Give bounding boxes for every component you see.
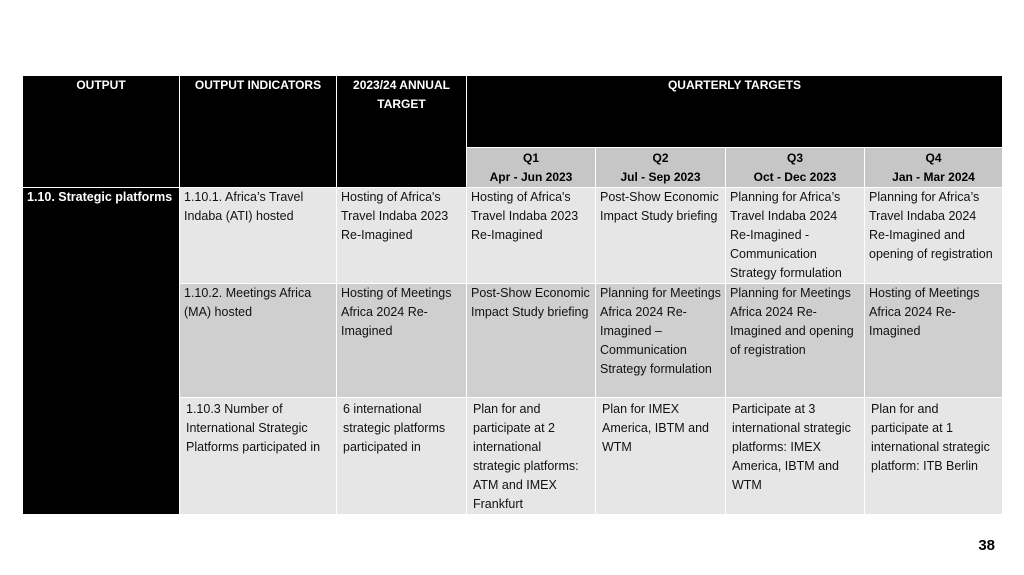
output-label: 1.10. Strategic platforms bbox=[23, 188, 180, 515]
q2-target-cell: Planning for Meetings Africa 2024 Re-Imagined – Communication Strategy formulation bbox=[596, 284, 726, 398]
annual-target-cell: 6 international strategic platforms participated in bbox=[337, 398, 467, 515]
indicator-cell: 1.10.1. Africa’s Travel Indaba (ATI) hosted bbox=[180, 188, 337, 284]
q2-target-cell: Post-Show Economic Impact Study briefing bbox=[596, 188, 726, 284]
annual-target-cell: Hosting of Meetings Africa 2024 Re-Imagined bbox=[337, 284, 467, 398]
quarter-label: Q1 bbox=[522, 151, 539, 165]
quarter-range: Apr - Jun 2023 bbox=[489, 170, 573, 184]
indicator-cell: 1.10.2. Meetings Africa (MA) hosted bbox=[180, 284, 337, 398]
q3-target-cell: Planning for Africa’s Travel Indaba 2024 Re-Imagined - Communication Strategy formulation bbox=[726, 188, 865, 284]
quarter-range: Jan - Mar 2024 bbox=[892, 170, 975, 184]
q2-target-cell: Plan for IMEX America, IBTM and WTM bbox=[596, 398, 726, 515]
quarter-header-q1 bbox=[467, 148, 596, 188]
q3-target-cell: Planning for Meetings Africa 2024 Re-Imagined and opening of registration bbox=[726, 284, 865, 398]
q1-target-cell: Hosting of Africa's Travel Indaba 2023 Re-Imagined bbox=[467, 188, 596, 284]
quarter-label: Q3 bbox=[786, 151, 803, 165]
quarter-range: Jul - Sep 2023 bbox=[620, 170, 701, 184]
output-indicators-header: OUTPUT INDICATORS bbox=[180, 76, 337, 188]
q4-target-cell: Planning for Africa’s Travel Indaba 2024 Re-Imagined and opening of registration bbox=[865, 188, 1003, 284]
quarterly-targets-header: QUARTERLY TARGETS bbox=[467, 76, 1003, 148]
quarter-header-q4 bbox=[865, 148, 1003, 188]
page-number: 38 bbox=[978, 537, 995, 554]
q3-target-cell: Participate at 3 international strategic platforms: IMEX America, IBTM and WTM bbox=[726, 398, 865, 515]
quarter-label: Q2 bbox=[652, 151, 669, 165]
strategic-platforms-table bbox=[22, 75, 1003, 515]
output-header: OUTPUT bbox=[23, 76, 180, 188]
q1-target-cell: Plan for and participate at 2 international strategic platforms: ATM and IMEX Frankfurt bbox=[467, 398, 596, 515]
q1-target-cell: Post-Show Economic Impact Study briefing bbox=[467, 284, 596, 398]
indicator-cell: 1.10.3 Number of International Strategic Platforms participated in bbox=[180, 398, 337, 515]
table-row bbox=[23, 188, 1003, 284]
annual-target-header: 2023/24 ANNUAL TARGET bbox=[337, 76, 467, 188]
q4-target-cell: Hosting of Meetings Africa 2024 Re-Imagined bbox=[865, 284, 1003, 398]
quarter-header-q3 bbox=[726, 148, 865, 188]
quarter-header-q2 bbox=[596, 148, 726, 188]
annual-target-cell: Hosting of Africa's Travel Indaba 2023 Re-Imagined bbox=[337, 188, 467, 284]
q4-target-cell: Plan for and participate at 1 international strategic platform: ITB Berlin bbox=[865, 398, 1003, 515]
quarter-label: Q4 bbox=[925, 151, 942, 165]
quarter-range: Oct - Dec 2023 bbox=[753, 170, 837, 184]
